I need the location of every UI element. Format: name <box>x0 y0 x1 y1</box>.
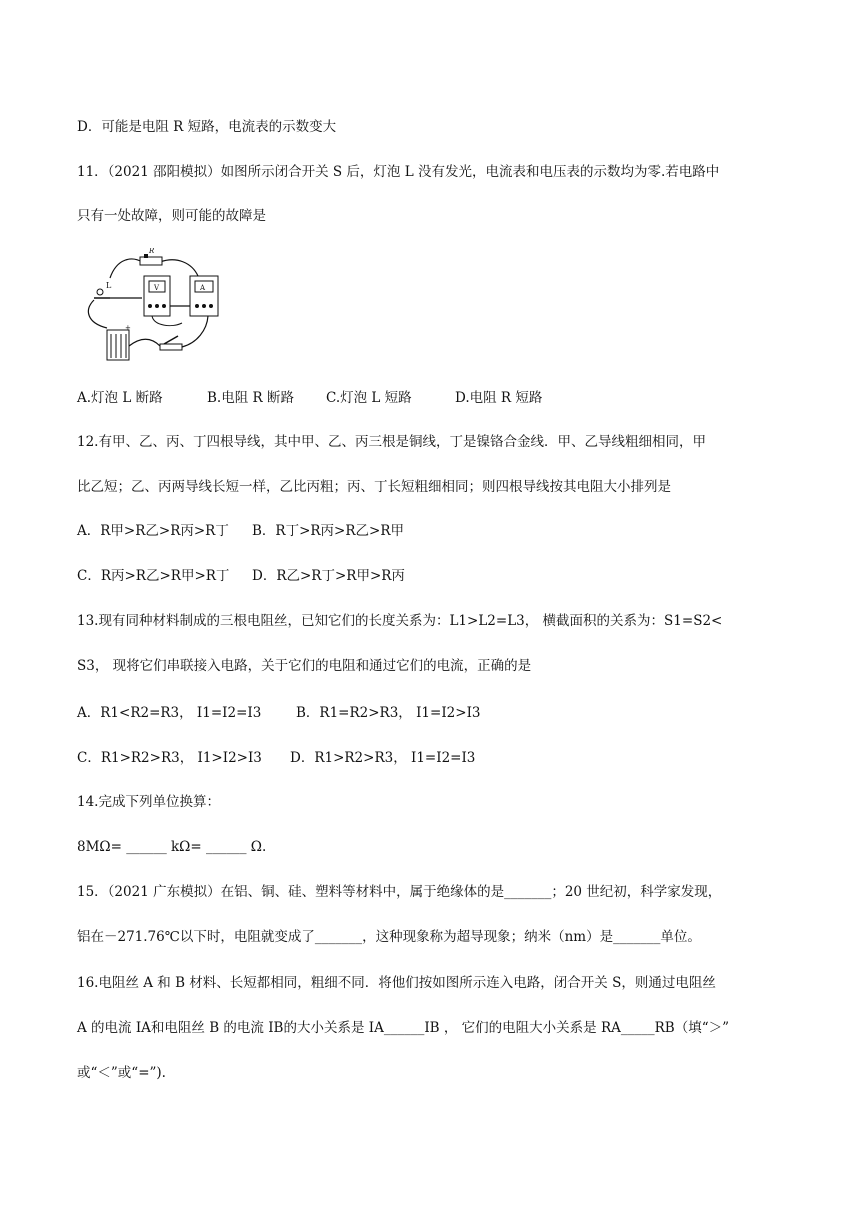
q12-option-b: B．R丁>R丙>R乙>R甲 <box>252 523 405 539</box>
q16-stem-line3: 或“＜”或“=”). <box>77 1065 166 1081</box>
q16-stem-line1: 16.电阻丝 A 和 B 材料、长短都相同，粗细不同．将他们按如图所示连入电路，闭合开关 S，则通过电阻丝 <box>77 975 716 991</box>
q11-option-c: C.灯泡 L 短路 <box>326 390 412 406</box>
q12-stem-line1: 12.有甲、乙、丙、丁四根导线，其中甲、乙、丙三根是铜线，丁是镍铬合金线．甲、乙导线粗细相同，甲 <box>77 434 706 450</box>
svg-text:+: + <box>125 324 131 332</box>
q13-option-b: B．R1=R2>R3， I1=I2>I3 <box>296 705 481 721</box>
q11-circuit-figure <box>82 248 222 368</box>
label-v: V <box>154 284 160 292</box>
label-a: A <box>200 284 206 292</box>
q13-option-d: D．R1>R2>R3， I1=I2=I3 <box>290 750 476 766</box>
label-l: L <box>106 281 112 290</box>
q13-stem-line2: S3， 现将它们串联接入电路，关于它们的电阻和通过它们的电流，正确的是 <box>77 658 532 674</box>
q12-option-d: D．R乙>R丁>R甲>R丙 <box>252 568 405 584</box>
q11-option-a: A.灯泡 L 断路 <box>77 390 163 406</box>
q11-option-d: D.电阻 R 短路 <box>455 390 543 406</box>
q12-option-c: C．R丙>R乙>R甲>R丁 <box>77 568 230 584</box>
q11-stem-line1: 11．（2021 邵阳模拟）如图所示闭合开关 S 后，灯泡 L 没有发光，电流表和电压表的示数均为零.若电路中 <box>77 164 720 180</box>
q14-stem: 14.完成下列单位换算： <box>77 794 220 810</box>
q16-stem-line2: A 的电流 IA和电阻丝 B 的电流 IB的大小关系是 IA______IB ， 它们的电阻大小关系是 RA_____RB（填“＞” <box>77 1020 730 1036</box>
q13-option-c: C．R1>R2>R3， I1>I2>I3 <box>77 750 262 766</box>
q12-option-a: A．R甲>R乙>R丙>R丁 <box>77 523 229 539</box>
q15-stem-line2: 铝在－271.76℃以下时，电阻就变成了_______，这种现象称为超导现象；纳米（nm）是_______单位。 <box>77 929 701 945</box>
q12-stem-line2: 比乙短；乙、丙两导线长短一样，乙比丙粗；丙、丁长短粗细相同；则四根导线按其电阻大小排列是 <box>77 479 671 495</box>
q14-conversion: 8MΩ= ______ kΩ= ______ Ω. <box>77 839 267 855</box>
q13-stem-line1: 13.现有同种材料制成的三根电阻丝，已知它们的长度关系为：L1>L2=L3， 横截面积的关系为：S1=S2< <box>77 613 723 629</box>
q11-option-b: B.电阻 R 断路 <box>207 390 294 406</box>
q13-option-a: A．R1<R2=R3， I1=I2=I3 <box>77 705 262 721</box>
q10-option-d: D．可能是电阻 R 短路，电流表的示数变大 <box>77 119 337 135</box>
q11-stem-line2: 只有一处故障，则可能的故障是 <box>77 208 266 224</box>
q15-stem-line1: 15．（2021 广东模拟）在铝、铜、硅、塑料等材料中，属于绝缘体的是_______；20 世纪初，科学家发现， <box>77 884 722 900</box>
label-r: R <box>149 248 155 255</box>
